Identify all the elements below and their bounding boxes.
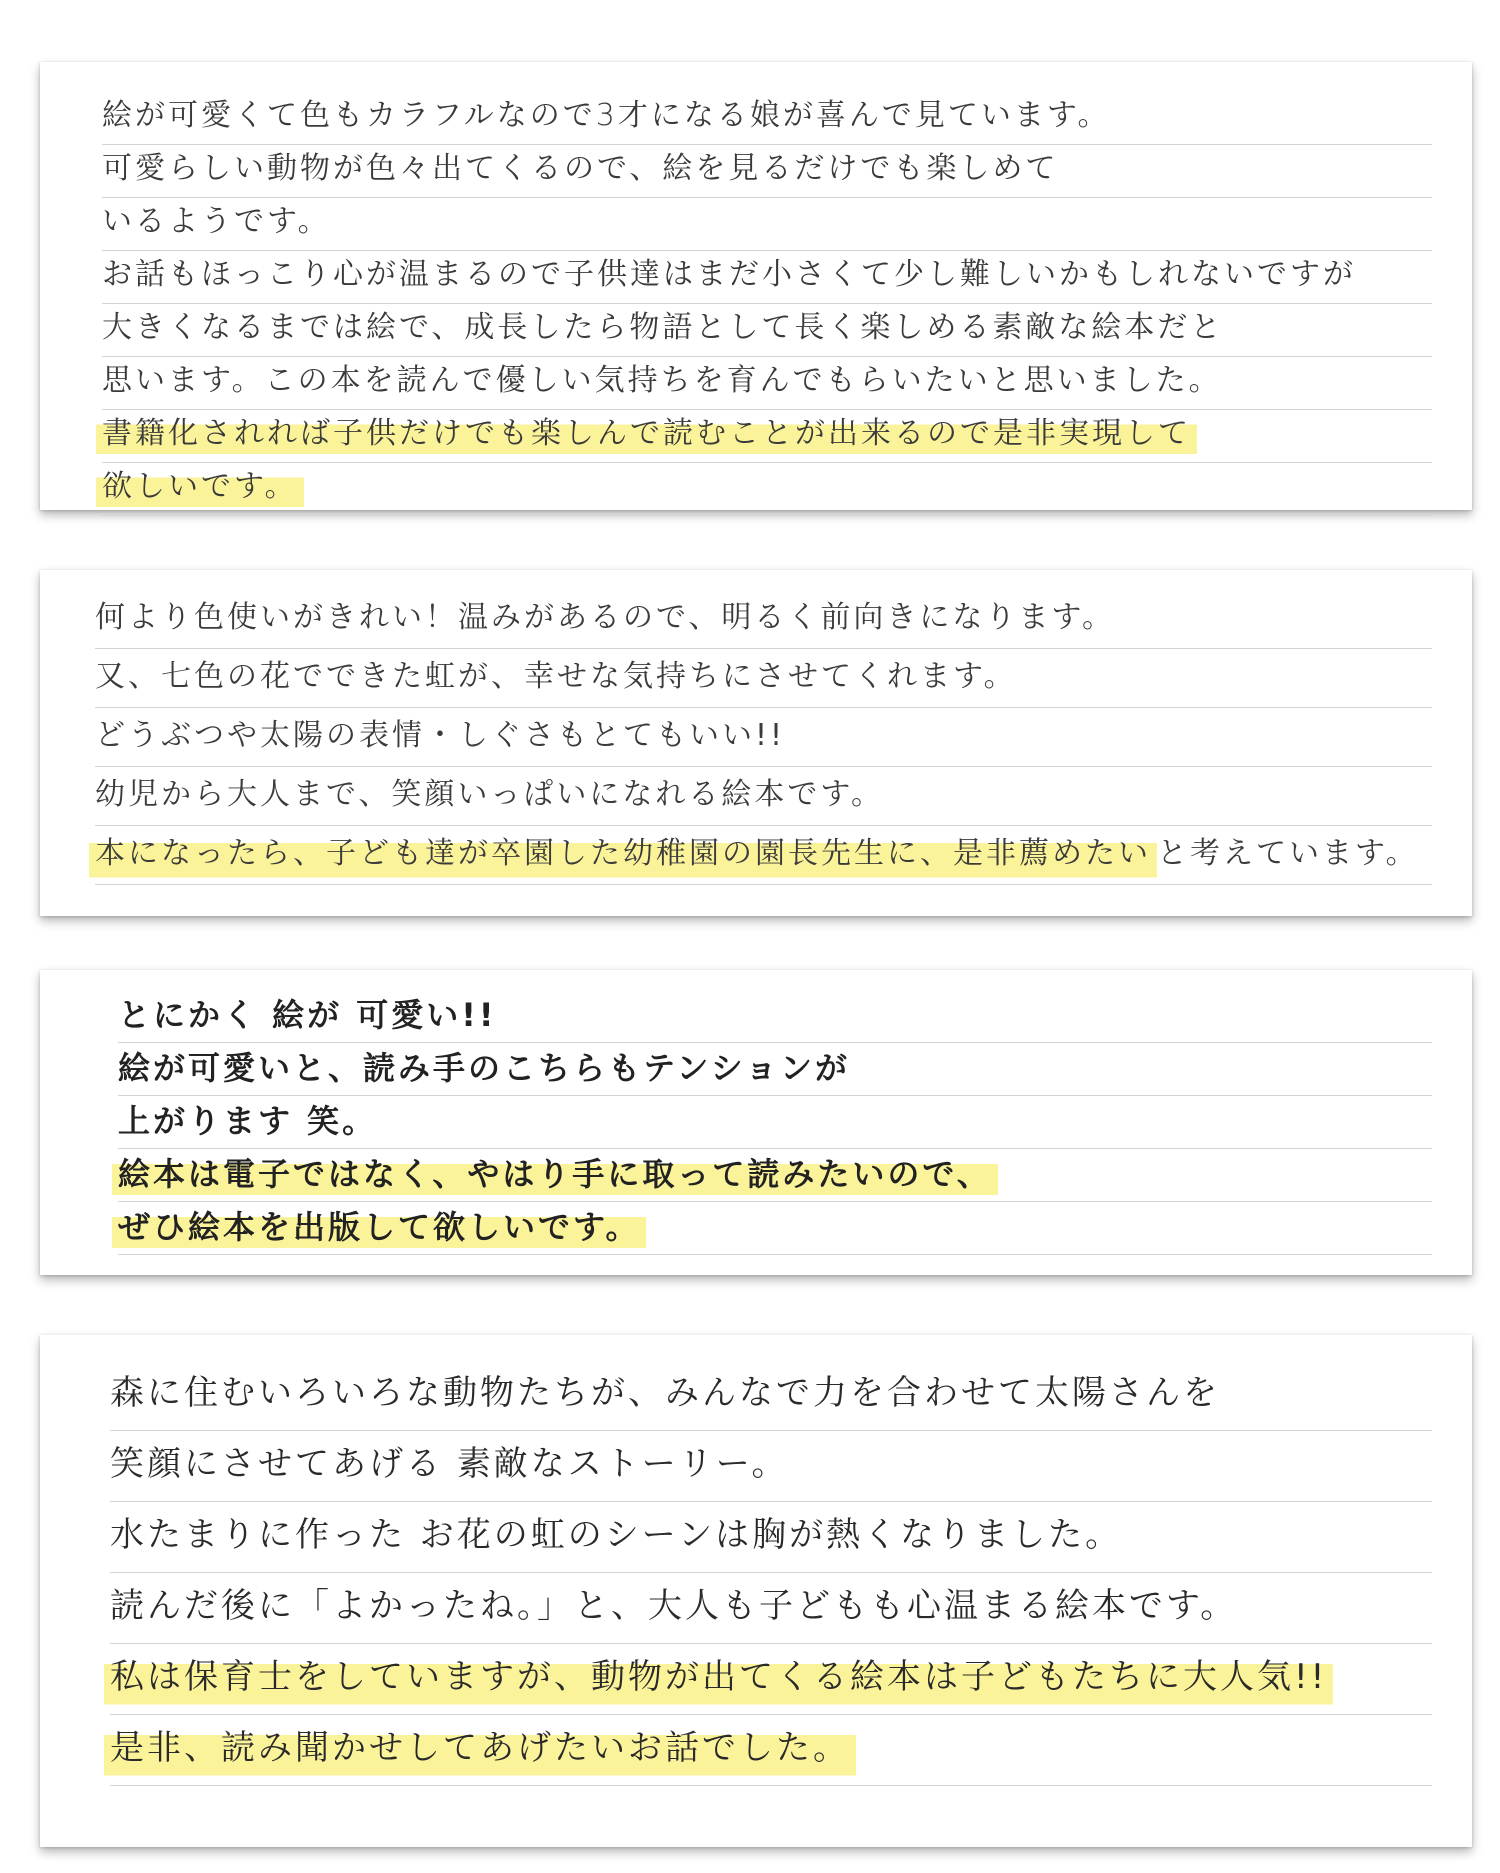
line-text: 幼児から大人まで、笑顔いっぱいになれる絵本です。 xyxy=(95,777,884,812)
highlighted-line-text: 欲しいです。 xyxy=(96,463,304,511)
testimonial-card-4 xyxy=(40,1335,1472,1847)
handwritten-text-block xyxy=(95,590,1432,885)
text-line xyxy=(110,1431,1432,1502)
line-text: 水たまりに作った お花の虹のシーンは胸が熱くなりました。 xyxy=(110,1515,1123,1555)
line-text: 上がります 笑。 xyxy=(118,1102,378,1140)
text-line xyxy=(102,304,1432,357)
text-line xyxy=(102,251,1432,304)
text-line xyxy=(118,990,1432,1043)
text-line xyxy=(102,145,1432,198)
highlighted-line-text: 絵本は電子ではなく、やはり手に取って読みたいので、 xyxy=(112,1149,998,1199)
highlighted-line-text: 書籍化されれば子供だけでも楽しんで読むことが出来るので是非実現して xyxy=(96,410,1197,458)
text-line xyxy=(95,590,1432,649)
text-line xyxy=(95,708,1432,767)
line-text: とにかく 絵が 可愛い!! xyxy=(118,996,497,1034)
line-text: 絵が可愛くて色もカラフルなので3才になる娘が喜んで見ています。 xyxy=(102,98,1111,133)
text-line xyxy=(118,1096,1432,1149)
text-line xyxy=(110,1360,1432,1431)
highlighted-text-line xyxy=(95,826,1432,885)
highlighted-line-text: 是非、読み聞かせしてあげたいお話でした。 xyxy=(104,1715,856,1781)
highlighted-line-text: 本になったら、子ども達が卒園した幼稚園の園長先生に、是非薦めたい xyxy=(89,826,1157,882)
line-text: 思います。この本を読んで優しい気持ちを育んでもらいたいと思いました。 xyxy=(102,363,1222,398)
highlighted-text-line xyxy=(102,463,1432,516)
line-text: 森に住むいろいろな動物たちが、みんなで力を合わせて太陽さんを xyxy=(110,1373,1220,1413)
highlighted-text-line xyxy=(118,1149,1432,1202)
testimonial-card-2 xyxy=(40,570,1472,916)
line-text: お話もほっこり心が温まるので子供達はまだ小さくて少し難しいかもしれないですが xyxy=(102,257,1356,292)
highlighted-line-text: ぜひ絵本を出版して欲しいです。 xyxy=(112,1202,646,1252)
line-text: 笑顔にさせてあげる 素敵なストーリー。 xyxy=(110,1444,789,1484)
highlighted-line-text: 私は保育士をしていますが、動物が出てくる絵本は子どもたちに大人気!! xyxy=(104,1644,1333,1710)
highlighted-text-line xyxy=(102,410,1432,463)
line-text: いるようです。 xyxy=(102,204,331,239)
line-text: 読んだ後に「よかったね。」と、大人も子どもも心温まる絵本です。 xyxy=(110,1586,1238,1626)
text-line xyxy=(95,767,1432,826)
testimonial-card-3 xyxy=(40,970,1472,1275)
line-text: 大きくなるまでは絵で、成長したら物語として長く楽しめる素敵な絵本だと xyxy=(102,310,1224,345)
text-line xyxy=(95,649,1432,708)
handwritten-text-block xyxy=(110,1360,1432,1786)
line-text: 可愛らしい動物が色々出てくるので、絵を見るだけでも楽しめて xyxy=(102,151,1059,186)
line-text: 絵が可愛いと、読み手のこちらもテンションが xyxy=(118,1049,850,1087)
handwritten-text-block xyxy=(118,990,1432,1255)
line-text: 何より色使いがきれい！温みがあるので、明るく前向きになります。 xyxy=(95,600,1115,635)
testimonial-card-1 xyxy=(40,62,1472,510)
text-line xyxy=(102,357,1432,410)
text-line xyxy=(110,1502,1432,1573)
highlighted-text-line xyxy=(110,1644,1432,1715)
text-line xyxy=(110,1573,1432,1644)
text-line xyxy=(118,1043,1432,1096)
line-text: 又、七色の花でできた虹が、幸せな気持ちにさせてくれます。 xyxy=(95,659,1017,694)
text-line xyxy=(102,92,1432,145)
highlighted-text-line xyxy=(110,1715,1432,1786)
line-text: どうぶつや太陽の表情・しぐさもとてもいい!! xyxy=(95,718,786,753)
highlighted-text-line xyxy=(118,1202,1432,1255)
text-line xyxy=(102,198,1432,251)
line-text-tail: と考えています。 xyxy=(1157,836,1419,871)
handwritten-text-block xyxy=(102,92,1432,516)
